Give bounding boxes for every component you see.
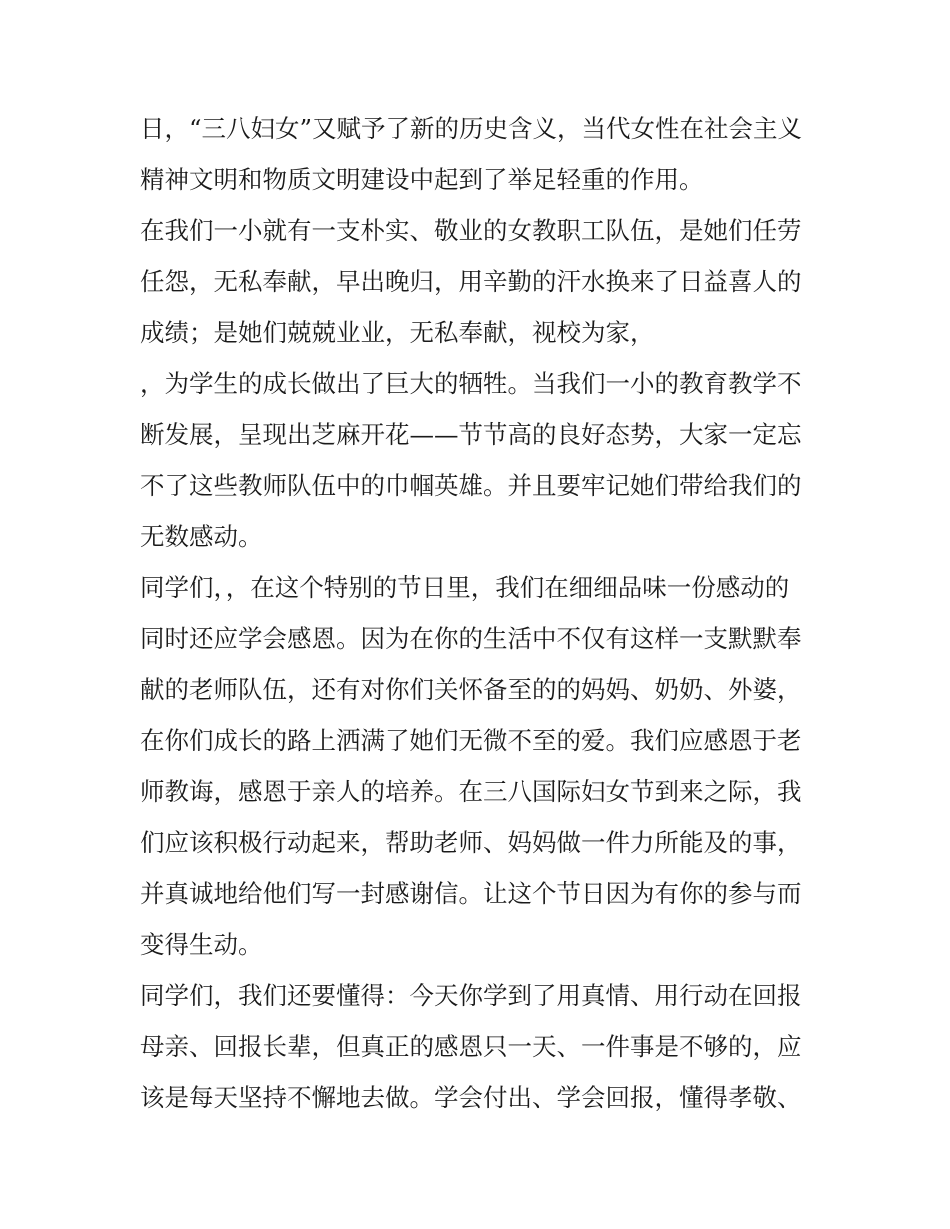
text-line: 在我们一小就有一支朴实、敬业的女教职工队伍，是她们任劳 bbox=[140, 216, 802, 245]
text-line: 任怨，无私奉献，早出晚归，用辛勤的汗水换来了日益喜人的 bbox=[140, 267, 802, 296]
text-line: 该是每天坚持不懈地去做。学会付出、学会回报，懂得孝敬、 bbox=[140, 1083, 802, 1112]
text-line: 不了这些教师队伍中的巾帼英雄。并且要牢记她们带给我们的 bbox=[140, 471, 802, 500]
text-line: 师教诲，感恩于亲人的培养。在三八国际妇女节到来之际，我 bbox=[140, 777, 802, 806]
text-line: 并真诚地给他们写一封感谢信。让这个节日因为有你的参与而 bbox=[140, 879, 802, 908]
text-line: 们应该积极行动起来，帮助老师、妈妈做一件力所能及的事， bbox=[140, 828, 802, 857]
text-line: 成绩；是她们兢兢业业，无私奉献，视校为家， bbox=[140, 318, 655, 347]
text-line: 日，“三八妇女”又赋予了新的历史含义，当代女性在社会主义 bbox=[140, 114, 803, 143]
text-line: 献的老师队伍，还有对你们关怀备至的的妈妈、奶奶、外婆， bbox=[140, 675, 802, 704]
text-line: 同时还应学会感恩。因为在你的生活中不仅有这样一支默默奉 bbox=[140, 624, 802, 653]
text-line: 无数感动。 bbox=[140, 522, 263, 551]
text-line: 母亲、回报长辈，但真正的感恩只一天、一件事是不够的，应 bbox=[140, 1032, 802, 1061]
text-line: 同学们，我们还要懂得：今天你学到了用真情、用行动在回报 bbox=[140, 981, 802, 1010]
text-line: 变得生动。 bbox=[140, 930, 263, 959]
text-line: 同学们，，在这个特别的节日里，我们在细细品味一份感动的 bbox=[140, 573, 790, 602]
text-line: 断发展，呈现出芝麻开花——节节高的良好态势，大家一定忘 bbox=[140, 420, 802, 449]
text-line: 在你们成长的路上洒满了她们无微不至的爱。我们应感恩于老 bbox=[140, 726, 802, 755]
text-line: 精神文明和物质文明建设中起到了举足轻重的作用。 bbox=[140, 165, 704, 194]
text-line: ，为学生的成长做出了巨大的牺牲。当我们一小的教育教学不 bbox=[140, 369, 802, 398]
